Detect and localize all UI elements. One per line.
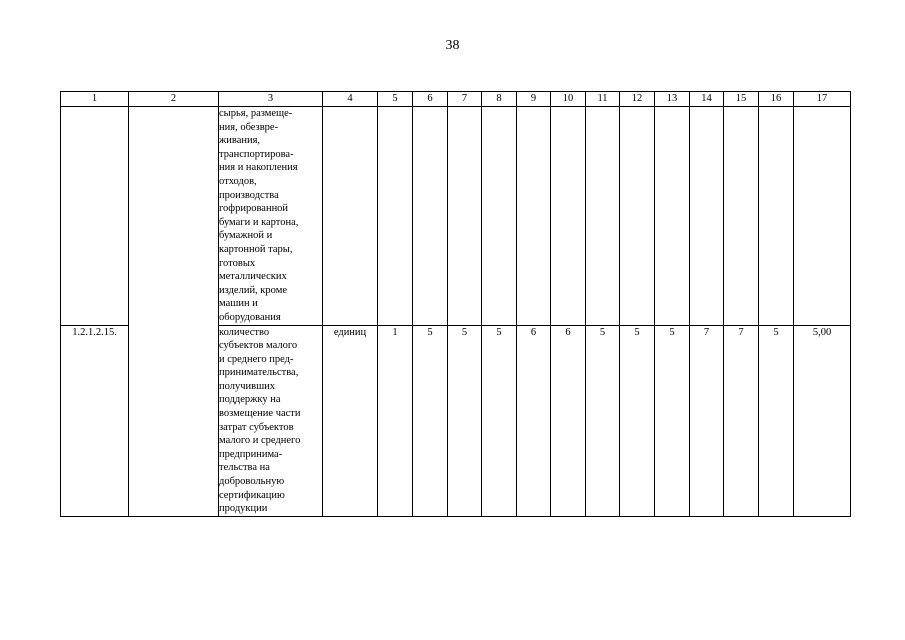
- value-cell: 5: [759, 325, 794, 516]
- value-cell: [620, 107, 655, 326]
- value-cell: 5: [482, 325, 517, 516]
- description-line: ния и накопления: [219, 162, 298, 174]
- value-cell: 7: [724, 325, 759, 516]
- value-cell: 5: [413, 325, 448, 516]
- header-cell: 6: [413, 92, 448, 107]
- description-line: картонной тары,: [219, 243, 293, 255]
- header-cell: 5: [378, 92, 413, 107]
- description-line: затрат субъектов: [219, 421, 294, 433]
- description-line: сырья, размеще-: [219, 108, 293, 119]
- description-line: машин и: [219, 298, 258, 310]
- header-cell: 9: [517, 92, 551, 107]
- header-row: [61, 92, 851, 107]
- value-cell: 5: [655, 325, 690, 516]
- header-cell: 14: [690, 92, 724, 107]
- value-cell: [448, 107, 482, 326]
- value-cell: [690, 107, 724, 326]
- value-cell: 6: [517, 325, 551, 516]
- code-cell: 1.2.1.2.15.: [61, 325, 129, 516]
- table-row-continued: [61, 107, 851, 326]
- value-cell: 6: [551, 325, 586, 516]
- description-line: живания,: [219, 135, 261, 147]
- unit-cell: единиц: [323, 325, 378, 516]
- header-cell: 10: [551, 92, 586, 107]
- header-cell: 3: [219, 92, 323, 107]
- description-line: поддержку на: [219, 394, 281, 406]
- value-cell: 5,00: [794, 325, 851, 516]
- description-line: принимательства,: [219, 367, 299, 379]
- value-cell: [655, 107, 690, 326]
- header-cell: 8: [482, 92, 517, 107]
- unit-cell: [323, 107, 378, 326]
- description-line: бумаги и картона,: [219, 216, 299, 228]
- description-line: и среднего пред-: [219, 353, 294, 365]
- header-cell: 4: [323, 92, 378, 107]
- value-cell: [517, 107, 551, 326]
- description-line: субъектов малого: [219, 340, 298, 352]
- page-number: 38: [445, 38, 460, 53]
- value-cell: 7: [690, 325, 724, 516]
- description-line: тельства на: [219, 462, 270, 474]
- description-line: гофрированной: [219, 203, 289, 215]
- description-line: предпринима-: [219, 448, 283, 460]
- value-cell: 5: [448, 325, 482, 516]
- description-line: оборудования: [219, 311, 281, 323]
- description-line: металлических: [219, 271, 287, 283]
- column-2-cell: [129, 107, 219, 517]
- value-cell: [482, 107, 517, 326]
- value-cell: [586, 107, 620, 326]
- value-cell: [724, 107, 759, 326]
- description-line: ния, обезвре-: [219, 121, 279, 133]
- header-cell: 16: [759, 92, 794, 107]
- code-cell: [61, 107, 129, 326]
- header-cell: 7: [448, 92, 482, 107]
- header-cell: 13: [655, 92, 690, 107]
- description-line: малого и среднего: [219, 435, 301, 447]
- description-line: количество: [219, 326, 270, 338]
- value-cell: [551, 107, 586, 326]
- description-line: отходов,: [219, 175, 257, 187]
- value-cell: [378, 107, 413, 326]
- header-cell: 11: [586, 92, 620, 107]
- value-cell: 5: [620, 325, 655, 516]
- value-cell: [759, 107, 794, 326]
- value-cell: 5: [586, 325, 620, 516]
- description-line: бумажной и: [219, 230, 273, 242]
- description-line: производства: [219, 189, 279, 201]
- description-cell: [219, 325, 323, 516]
- header-cell: 12: [620, 92, 655, 107]
- description-line: возмещение части: [219, 408, 301, 420]
- header-cell: 1: [61, 92, 129, 107]
- header-cell: 2: [129, 92, 219, 107]
- description-line: изделий, кроме: [219, 284, 288, 296]
- description-line: добровольную: [219, 476, 285, 488]
- description-line: продукции: [219, 503, 268, 515]
- value-cell: [413, 107, 448, 326]
- header-cell: 17: [794, 92, 851, 107]
- header-cell: 15: [724, 92, 759, 107]
- description-line: транспортирова-: [219, 148, 294, 160]
- description-line: готовых: [219, 257, 256, 269]
- value-cell: [794, 107, 851, 326]
- description-cell: [219, 107, 323, 326]
- data-table: [60, 91, 851, 517]
- description-line: сертификацию: [219, 489, 285, 501]
- value-cell: 1: [378, 325, 413, 516]
- description-line: получивших: [219, 380, 276, 392]
